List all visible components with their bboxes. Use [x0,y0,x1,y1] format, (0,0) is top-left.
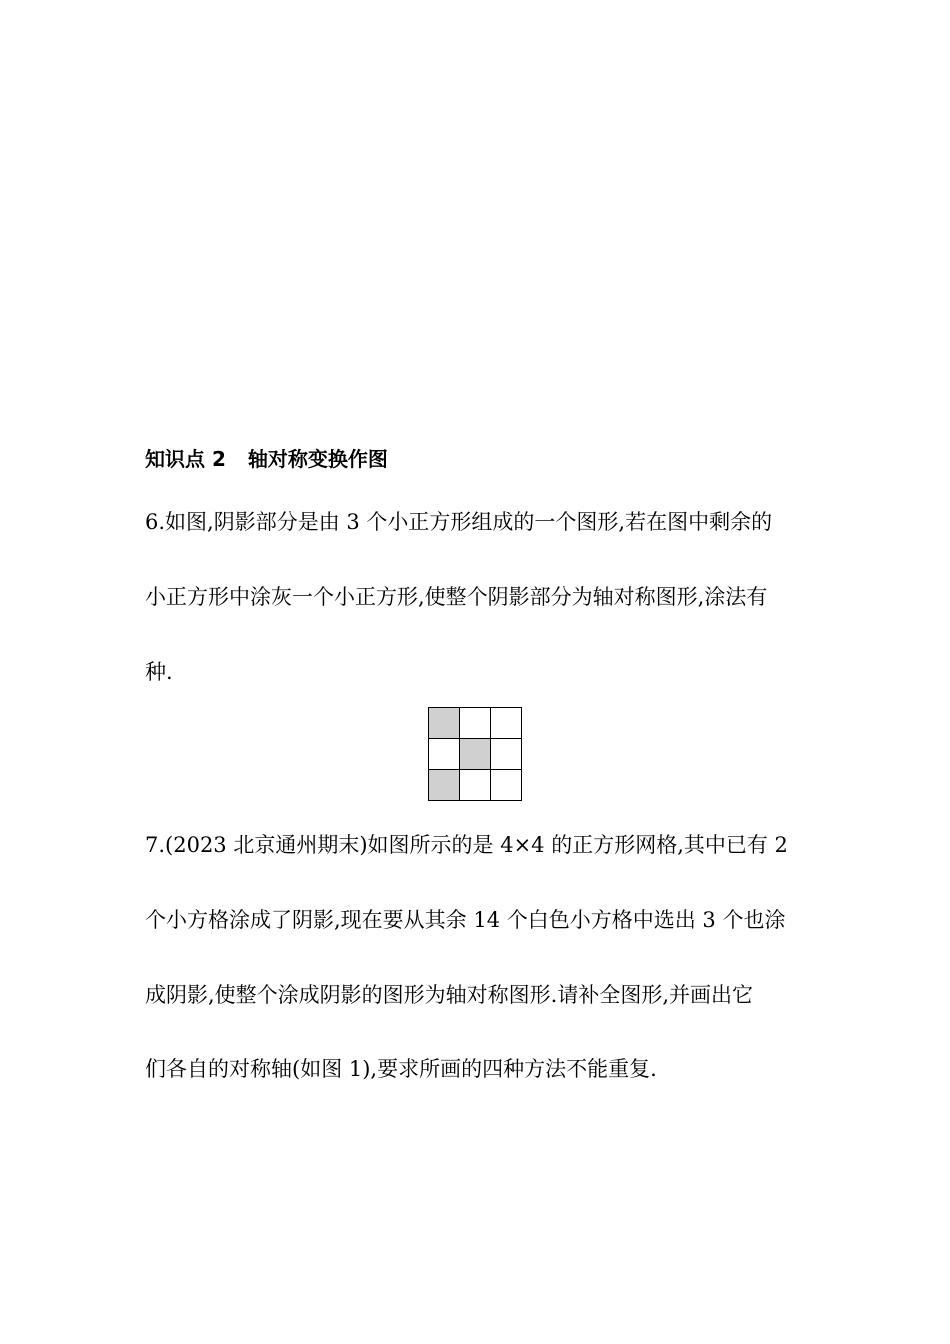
section-heading [145,447,388,471]
q7-line-3: 成阴影,使整个涂成阴影的图形为轴对称图形.请补全图形,并画出它 [145,983,754,1007]
q7-line-4: 们各自的对称轴(如图 1),要求所画的四种方法不能重复. [145,1057,657,1081]
q6-grid-figure [428,707,522,801]
section-title: 轴对称变换作图 [247,447,388,471]
q6-line-1: 6.如图,阴影部分是由 3 个小正方形组成的一个图形,若在图中剩余的 [145,510,773,534]
grid-cell-shaded [460,739,491,770]
grid-cell [491,708,522,739]
grid-cell [491,770,522,801]
grid-cell-shaded [429,770,460,801]
q7-line-1: 7.(2023 北京通州期末)如图所示的是 4×4 的正方形网格,其中已有 2 [145,833,788,857]
grid-cell [460,708,491,739]
q6-line-3: 种. [145,660,173,684]
grid-cell [460,770,491,801]
grid-cell [491,739,522,770]
q7-line-2: 个小方格涂成了阴影,现在要从其余 14 个白色小方格中选出 3 个也涂 [145,908,786,932]
grid-cell [429,739,460,770]
section-label: 知识点 2 [145,447,226,471]
grid-cell-shaded [429,708,460,739]
q6-line-2: 小正方形中涂灰一个小正方形,使整个阴影部分为轴对称图形,涂法有 [145,585,768,609]
